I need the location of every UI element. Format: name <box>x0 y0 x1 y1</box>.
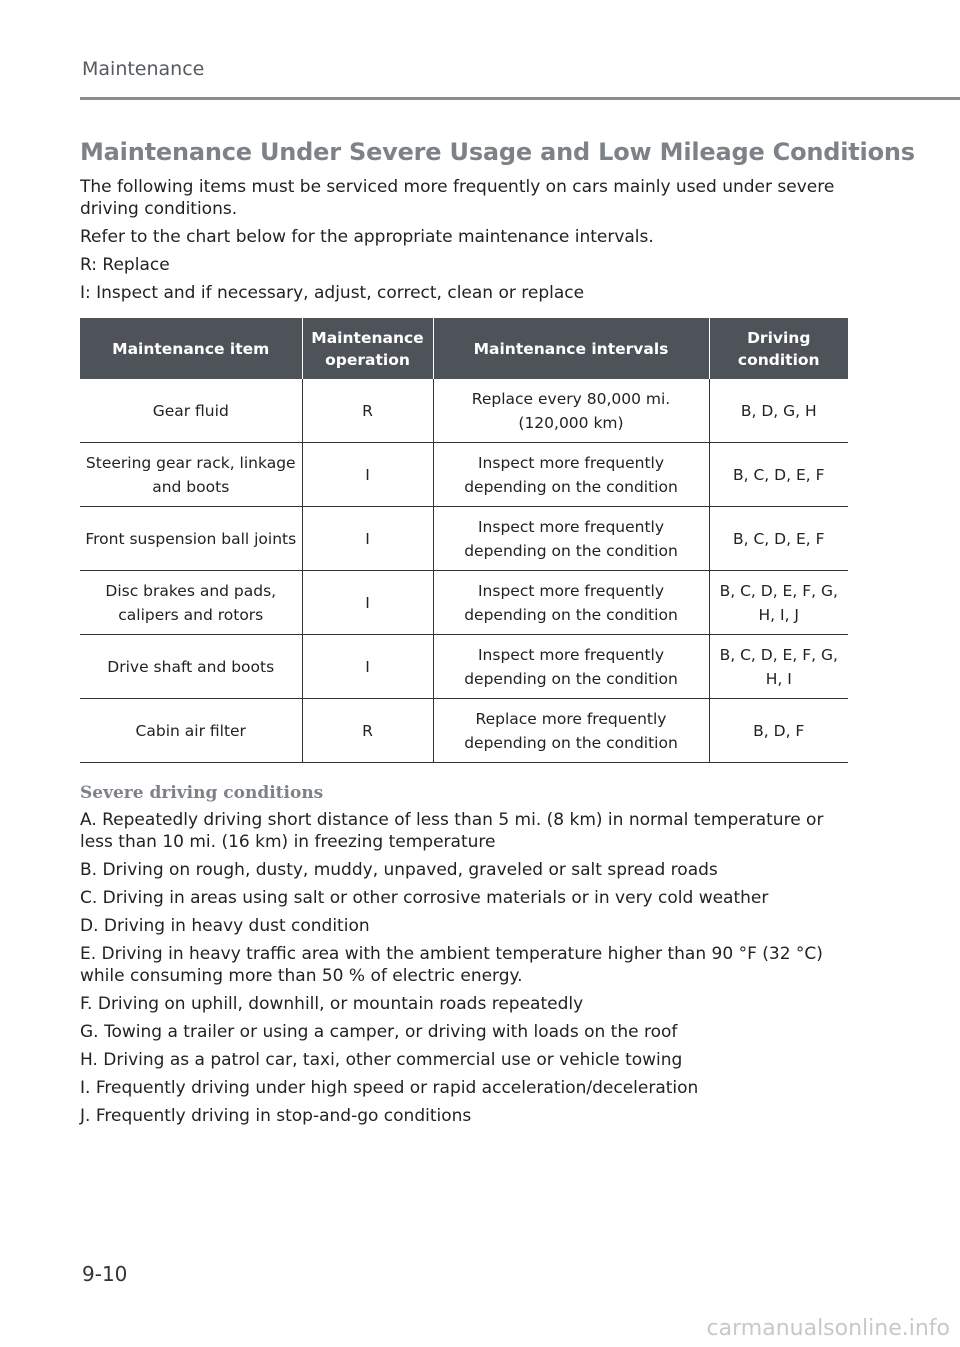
condition-item: I. Frequently driving under high speed or rapid acceleration/deceleration <box>80 1078 699 1098</box>
table-cell: R <box>302 699 433 763</box>
section-header: Maintenance <box>82 58 205 80</box>
table-cell: I <box>302 635 433 699</box>
table-cell: I <box>302 571 433 635</box>
table-cell: I <box>302 507 433 571</box>
table-row <box>80 571 848 635</box>
table-cell: B, D, F <box>709 699 848 763</box>
table-cell: Front suspension ball joints <box>80 507 302 571</box>
condition-item: D. Driving in heavy dust condition <box>80 916 370 936</box>
condition-item: E. Driving in heavy traffic area with the ambient temperature higher than 90 °F (32 °C) while consuming more than 50 % of electric energy. <box>80 944 823 986</box>
table-cell: I <box>302 443 433 507</box>
table-row <box>80 507 848 571</box>
header-divider <box>80 97 960 100</box>
table-cell: Inspect more frequently depending on the condition <box>433 571 709 635</box>
page-title: Maintenance Under Severe Usage and Low Mileage Conditions <box>80 138 915 166</box>
watermark: carmanualsonline.info <box>706 1316 950 1341</box>
condition-item: B. Driving on rough, dusty, muddy, unpaved, graveled or salt spread roads <box>80 860 718 880</box>
table-row <box>80 635 848 699</box>
table-row <box>80 699 848 763</box>
table-cell: Inspect more frequently depending on the condition <box>433 507 709 571</box>
table-cell: R <box>302 379 433 443</box>
table-cell: Drive shaft and boots <box>80 635 302 699</box>
table-cell: Gear fluid <box>80 379 302 443</box>
column-header: Maintenance item <box>80 318 302 379</box>
table-cell: Inspect more frequently depending on the condition <box>433 635 709 699</box>
table-cell: Replace more frequently depending on the condition <box>433 699 709 763</box>
column-header: Driving condition <box>709 318 848 379</box>
table-cell: B, C, D, E, F <box>709 507 848 571</box>
table-header-row <box>80 318 848 379</box>
table-cell: B, C, D, E, F <box>709 443 848 507</box>
severe-conditions-list <box>80 809 860 1127</box>
severe-conditions-title: Severe driving conditions <box>80 783 324 803</box>
page-number: 9-10 <box>82 1262 128 1286</box>
condition-item: C. Driving in areas using salt or other corrosive materials or in very cold weather <box>80 888 769 908</box>
table-cell: B, C, D, E, F, G, H, I, J <box>709 571 848 635</box>
table-cell: Replace every 80,000 mi.(120,000 km) <box>433 379 709 443</box>
column-header: Maintenance intervals <box>433 318 709 379</box>
table-cell: Disc brakes and pads, calipers and rotors <box>80 571 302 635</box>
condition-item: H. Driving as a patrol car, taxi, other commercial use or vehicle towing <box>80 1050 683 1070</box>
condition-item: F. Driving on uphill, downhill, or mountain roads repeatedly <box>80 994 584 1014</box>
condition-item: A. Repeatedly driving short distance of less than 5 mi. (8 km) in normal temperature or less than 10 mi. (16 km) in freezing temperature <box>80 810 824 852</box>
intro-paragraph: Refer to the chart below for the appropriate maintenance intervals. <box>80 227 654 247</box>
maintenance-table <box>80 318 848 763</box>
condition-item: G. Towing a trailer or using a camper, or driving with loads on the roof <box>80 1022 678 1042</box>
page-content <box>80 138 915 1133</box>
table-cell: Steering gear rack, linkage and boots <box>80 443 302 507</box>
condition-item: J. Frequently driving in stop-and-go conditions <box>80 1106 472 1126</box>
table-cell: Inspect more frequently depending on the condition <box>433 443 709 507</box>
table-row <box>80 379 848 443</box>
legend-replace: R: Replace <box>80 255 170 275</box>
column-header: Maintenance operation <box>302 318 433 379</box>
table-cell: B, D, G, H <box>709 379 848 443</box>
table-cell: B, C, D, E, F, G, H, I <box>709 635 848 699</box>
intro-text <box>80 176 860 304</box>
legend-inspect: I: Inspect and if necessary, adjust, correct, clean or replace <box>80 283 585 303</box>
intro-paragraph: The following items must be serviced more frequently on cars mainly used under severe driving conditions. <box>80 177 835 219</box>
table-cell: Cabin air filter <box>80 699 302 763</box>
table-row <box>80 443 848 507</box>
